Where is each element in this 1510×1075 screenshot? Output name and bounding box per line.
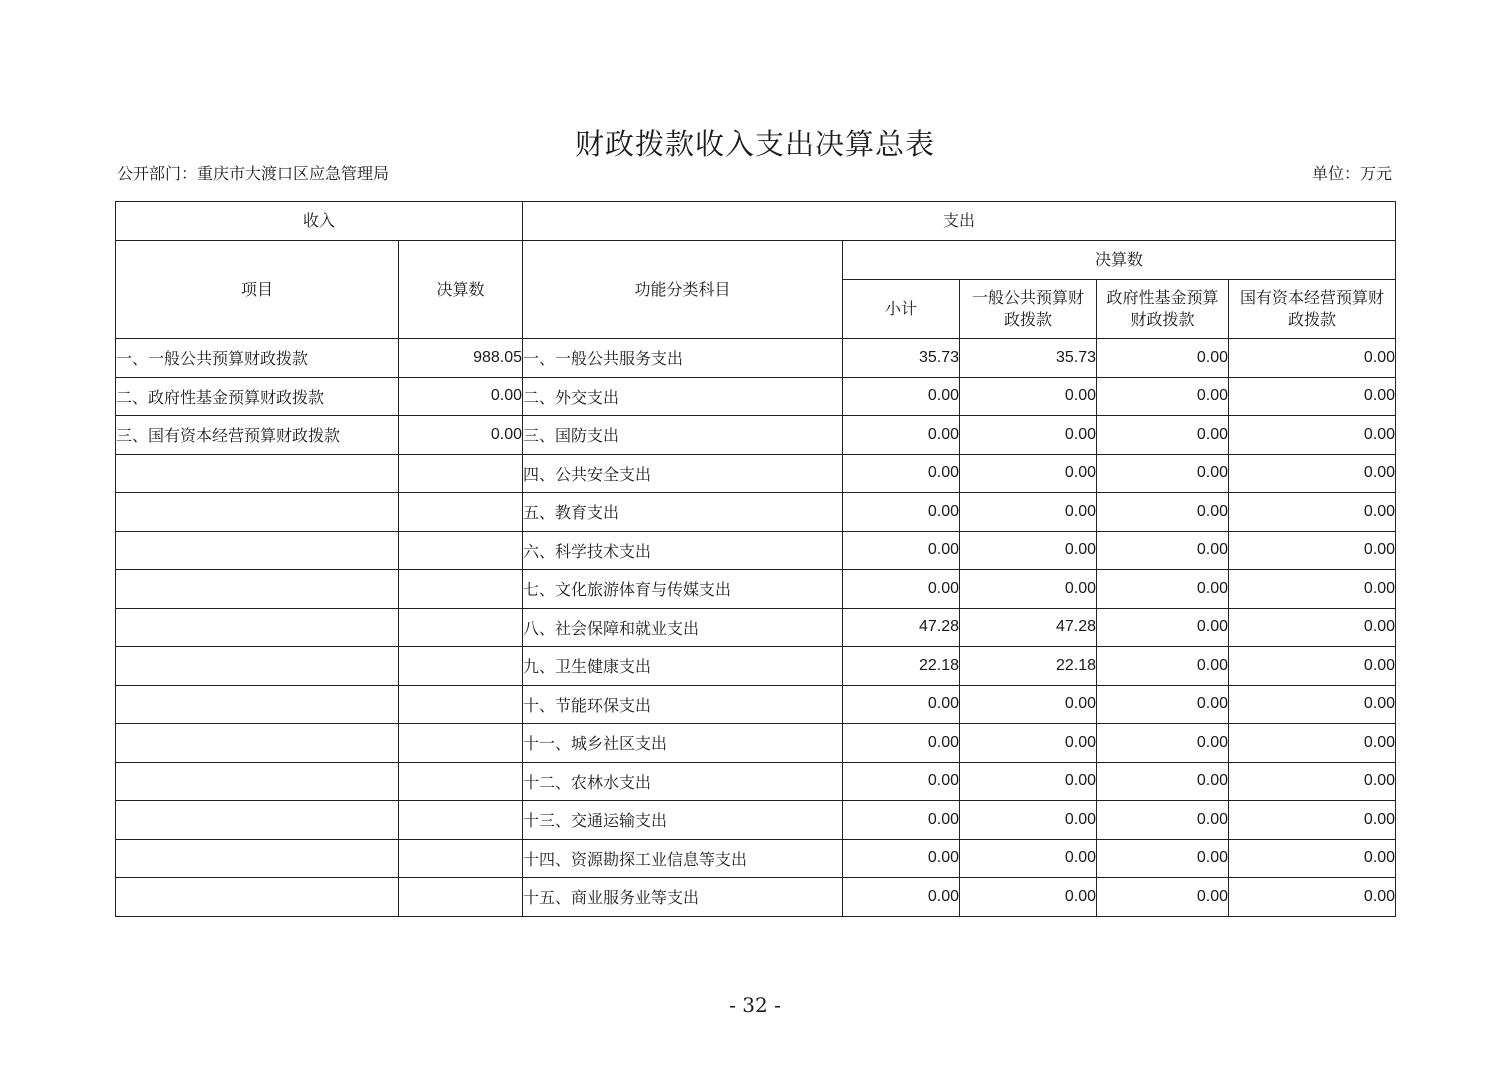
gov-fund-header-text: 政府性基金预算财政拨款 — [1106, 288, 1219, 329]
expense-item-cell: 十二、农林水支出 — [523, 762, 843, 801]
income-item-cell — [116, 454, 399, 493]
page-title: 财政拨款收入支出决算总表 — [574, 127, 935, 161]
state-capital-cell: 0.00 — [1229, 531, 1396, 570]
final-accounts-table — [115, 201, 1396, 917]
general-budget-cell: 0.00 — [960, 839, 1097, 878]
page-number: - 32 - — [729, 993, 781, 1017]
general-budget-cell: 0.00 — [960, 801, 1097, 840]
subtotal-cell: 0.00 — [843, 531, 960, 570]
table-row — [116, 570, 1396, 609]
department-label: 公开部门：重庆市大渡口区应急管理局 — [117, 164, 390, 183]
state-capital-cell: 0.00 — [1229, 608, 1396, 647]
general-budget-header-text: 一般公共预算财政拨款 — [972, 288, 1085, 329]
expense-item-cell: 七、文化旅游体育与传媒支出 — [523, 570, 843, 609]
income-item-cell — [116, 878, 399, 917]
gov-fund-cell: 0.00 — [1097, 570, 1229, 609]
income-amount-cell — [399, 608, 523, 647]
gov-fund-cell: 0.00 — [1097, 724, 1229, 763]
gov-fund-header — [1097, 280, 1229, 339]
gov-fund-cell: 0.00 — [1097, 416, 1229, 455]
income-amount-cell — [399, 685, 523, 724]
income-item-cell: 一、一般公共预算财政拨款 — [116, 339, 399, 378]
table-row — [116, 493, 1396, 532]
state-capital-cell: 0.00 — [1229, 377, 1396, 416]
state-capital-cell: 0.00 — [1229, 801, 1396, 840]
table-row — [116, 685, 1396, 724]
expense-item-cell: 二、外交支出 — [523, 377, 843, 416]
table-row — [116, 377, 1396, 416]
subtotal-cell: 22.18 — [843, 647, 960, 686]
income-amount-cell: 0.00 — [399, 416, 523, 455]
subtotal-cell: 0.00 — [843, 570, 960, 609]
income-item-cell — [116, 608, 399, 647]
subtotal-cell: 47.28 — [843, 608, 960, 647]
income-item-cell — [116, 531, 399, 570]
general-budget-cell: 47.28 — [960, 608, 1097, 647]
income-amount-cell — [399, 839, 523, 878]
unit-label: 单位：万元 — [1311, 164, 1392, 183]
general-budget-cell: 0.00 — [960, 685, 1097, 724]
income-item-cell: 三、国有资本经营预算财政拨款 — [116, 416, 399, 455]
general-budget-cell: 0.00 — [960, 724, 1097, 763]
expense-item-cell: 九、卫生健康支出 — [523, 647, 843, 686]
table-row — [116, 454, 1396, 493]
general-budget-cell: 22.18 — [960, 647, 1097, 686]
general-budget-cell: 0.00 — [960, 493, 1097, 532]
table-row — [116, 762, 1396, 801]
gov-fund-cell: 0.00 — [1097, 493, 1229, 532]
income-item-cell — [116, 724, 399, 763]
general-budget-cell: 35.73 — [960, 339, 1097, 378]
gov-fund-cell: 0.00 — [1097, 839, 1229, 878]
state-capital-cell: 0.00 — [1229, 762, 1396, 801]
expense-item-cell: 四、公共安全支出 — [523, 454, 843, 493]
income-amount-cell — [399, 570, 523, 609]
expense-item-cell: 十一、城乡社区支出 — [523, 724, 843, 763]
expense-header: 支出 — [523, 202, 1396, 241]
state-capital-cell: 0.00 — [1229, 416, 1396, 455]
expense-item-cell: 五、教育支出 — [523, 493, 843, 532]
gov-fund-cell: 0.00 — [1097, 878, 1229, 917]
state-capital-cell: 0.00 — [1229, 724, 1396, 763]
state-capital-header — [1229, 280, 1396, 339]
state-capital-cell: 0.00 — [1229, 878, 1396, 917]
expense-item-cell: 三、国防支出 — [523, 416, 843, 455]
subtotal-cell: 0.00 — [843, 454, 960, 493]
function-category-header: 功能分类科目 — [523, 241, 843, 339]
income-item-cell — [116, 647, 399, 686]
gov-fund-cell: 0.00 — [1097, 647, 1229, 686]
state-capital-cell: 0.00 — [1229, 685, 1396, 724]
final-amount-group-header: 决算数 — [843, 241, 1396, 280]
expense-item-cell: 六、科学技术支出 — [523, 531, 843, 570]
income-amount-header: 决算数 — [399, 241, 523, 339]
income-amount-cell — [399, 647, 523, 686]
general-budget-cell: 0.00 — [960, 416, 1097, 455]
income-amount-cell — [399, 724, 523, 763]
general-budget-cell: 0.00 — [960, 531, 1097, 570]
state-capital-cell: 0.00 — [1229, 339, 1396, 378]
state-capital-cell: 0.00 — [1229, 570, 1396, 609]
table-row — [116, 801, 1396, 840]
income-item-cell — [116, 570, 399, 609]
general-budget-cell: 0.00 — [960, 570, 1097, 609]
general-budget-cell: 0.00 — [960, 762, 1097, 801]
expense-item-cell: 十三、交通运输支出 — [523, 801, 843, 840]
gov-fund-cell: 0.00 — [1097, 454, 1229, 493]
income-amount-cell — [399, 878, 523, 917]
table-row — [116, 416, 1396, 455]
gov-fund-cell: 0.00 — [1097, 762, 1229, 801]
general-budget-cell: 0.00 — [960, 878, 1097, 917]
income-amount-cell: 0.00 — [399, 377, 523, 416]
state-capital-cell: 0.00 — [1229, 454, 1396, 493]
expense-item-cell: 一、一般公共服务支出 — [523, 339, 843, 378]
table-row — [116, 531, 1396, 570]
subtotal-cell: 0.00 — [843, 801, 960, 840]
subtotal-cell: 0.00 — [843, 724, 960, 763]
subtotal-cell: 0.00 — [843, 839, 960, 878]
subtotal-cell: 0.00 — [843, 685, 960, 724]
gov-fund-cell: 0.00 — [1097, 608, 1229, 647]
income-amount-cell — [399, 493, 523, 532]
income-amount-cell — [399, 801, 523, 840]
income-item-cell — [116, 493, 399, 532]
expense-item-cell: 十五、商业服务业等支出 — [523, 878, 843, 917]
income-amount-cell: 988.05 — [399, 339, 523, 378]
expense-item-cell: 八、社会保障和就业支出 — [523, 608, 843, 647]
income-item-cell: 二、政府性基金预算财政拨款 — [116, 377, 399, 416]
table-body — [116, 339, 1396, 917]
gov-fund-cell: 0.00 — [1097, 377, 1229, 416]
table-row — [116, 878, 1396, 917]
subtotal-cell: 35.73 — [843, 339, 960, 378]
gov-fund-cell: 0.00 — [1097, 685, 1229, 724]
subtotal-cell: 0.00 — [843, 493, 960, 532]
general-budget-header — [960, 280, 1097, 339]
income-item-cell — [116, 762, 399, 801]
subtotal-cell: 0.00 — [843, 762, 960, 801]
state-capital-cell: 0.00 — [1229, 647, 1396, 686]
table-row — [116, 339, 1396, 378]
income-item-cell — [116, 801, 399, 840]
table-row — [116, 608, 1396, 647]
subtotal-cell: 0.00 — [843, 377, 960, 416]
general-budget-cell: 0.00 — [960, 454, 1097, 493]
gov-fund-cell: 0.00 — [1097, 339, 1229, 378]
table-row — [116, 647, 1396, 686]
income-amount-cell — [399, 454, 523, 493]
subtotal-cell: 0.00 — [843, 878, 960, 917]
income-item-header: 项目 — [116, 241, 399, 339]
state-capital-cell: 0.00 — [1229, 839, 1396, 878]
expense-item-cell: 十、节能环保支出 — [523, 685, 843, 724]
income-item-cell — [116, 839, 399, 878]
table-row — [116, 839, 1396, 878]
table-row — [116, 724, 1396, 763]
income-amount-cell — [399, 531, 523, 570]
gov-fund-cell: 0.00 — [1097, 531, 1229, 570]
state-capital-header-text: 国有资本经营预算财政拨款 — [1240, 288, 1385, 329]
subtotal-cell: 0.00 — [843, 416, 960, 455]
income-header: 收入 — [116, 202, 523, 241]
subtotal-header: 小计 — [843, 280, 960, 339]
gov-fund-cell: 0.00 — [1097, 801, 1229, 840]
expense-item-cell: 十四、资源勘探工业信息等支出 — [523, 839, 843, 878]
general-budget-cell: 0.00 — [960, 377, 1097, 416]
state-capital-cell: 0.00 — [1229, 493, 1396, 532]
income-amount-cell — [399, 762, 523, 801]
income-item-cell — [116, 685, 399, 724]
